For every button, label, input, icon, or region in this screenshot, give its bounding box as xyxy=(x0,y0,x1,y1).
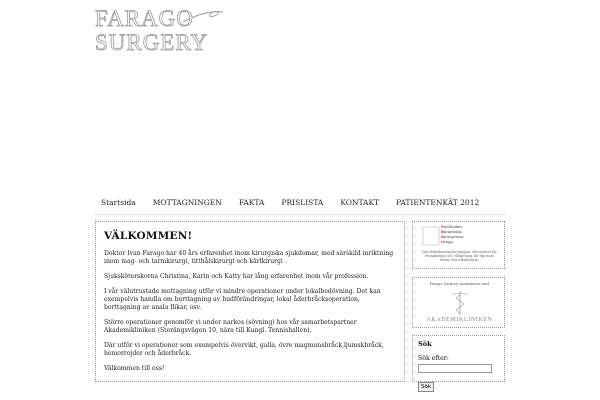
nav-item-kontakt[interactable]: KONTAKT xyxy=(340,198,380,207)
sbg-description: Den fetmakirurgiska gruppen, alternativet för fetmakirurgi och -rådgivning, för dig inom fetma (överviktsk)rurgi. xyxy=(422,250,497,262)
search-label: Sök efter: xyxy=(418,355,449,362)
main-content xyxy=(95,221,405,382)
procedures-paragraph: I vår välutrustade mottagning utför vi mindre operationer under lokalbedövning. Det kan exempelvis handla om borttagning av hudförändringar, lokal åderbråcksoperation, borttagning av anala flikar, osv. xyxy=(104,288,381,311)
page-title: VÄLKOMMEN! xyxy=(104,230,193,242)
nav-item-mottagningen[interactable]: MOTTAGNINGEN xyxy=(152,198,222,207)
intro-paragraph: Doktor Ivan Farago har 40 års erfarenhet inom kirurgiska sjukdomar, med särskild inriktning inom mag- och tarmkirurgi, titthålskirurgi och kärlkirurgi . xyxy=(104,250,394,265)
sbg-wordmark: Stockholms Bariatriska Kirurgernas Grupp xyxy=(441,225,464,244)
logo-line-1: FARAGO xyxy=(95,6,194,31)
search-title: Sök xyxy=(418,340,432,348)
operations-paragraph: Där utför vi operationer som exempelvis övervikt, galla, övre magmunsbråck,ljumskbråck, hemorrojder och åderbråck. xyxy=(104,342,384,357)
akademikliniken-logo-text: AKADEMIKLINIKEN xyxy=(426,317,493,323)
nav-item-startsida[interactable]: Startsida xyxy=(101,198,136,207)
sbg-banner[interactable] xyxy=(412,221,505,269)
partner-caption: Farago Surgery samarbetar med xyxy=(429,282,490,286)
search-input[interactable] xyxy=(418,364,492,373)
nav-item-fakta[interactable]: FAKTA xyxy=(238,198,265,207)
partner-paragraph: Större operationer genomför vi under narkos (sövning) hos vår samarbetspartner Akademikliniken (Storängsvägen 10, nära till Kungl. Tennishallen). xyxy=(104,319,357,334)
site-logo[interactable] xyxy=(95,6,230,54)
search-button[interactable]: Sök xyxy=(418,382,434,392)
main-navigation xyxy=(95,192,505,215)
nurses-paragraph: Sjuksköterskorna Christina, Karin och Katty har lång erfarenhet inom vår profession. xyxy=(104,273,369,280)
welcome-paragraph: Välkommen till oss! xyxy=(104,365,165,372)
caduceus-icon xyxy=(449,289,471,317)
nav-item-patientenkat[interactable]: PATIENTENKÄT 2012 xyxy=(396,198,480,207)
sbg-logo-icon xyxy=(421,225,441,247)
nav-item-prislista[interactable]: PRISLISTA xyxy=(281,198,324,207)
akademikliniken-banner[interactable] xyxy=(412,277,505,328)
logo-line-2: SURGERY xyxy=(95,30,209,55)
search-widget xyxy=(412,335,505,390)
